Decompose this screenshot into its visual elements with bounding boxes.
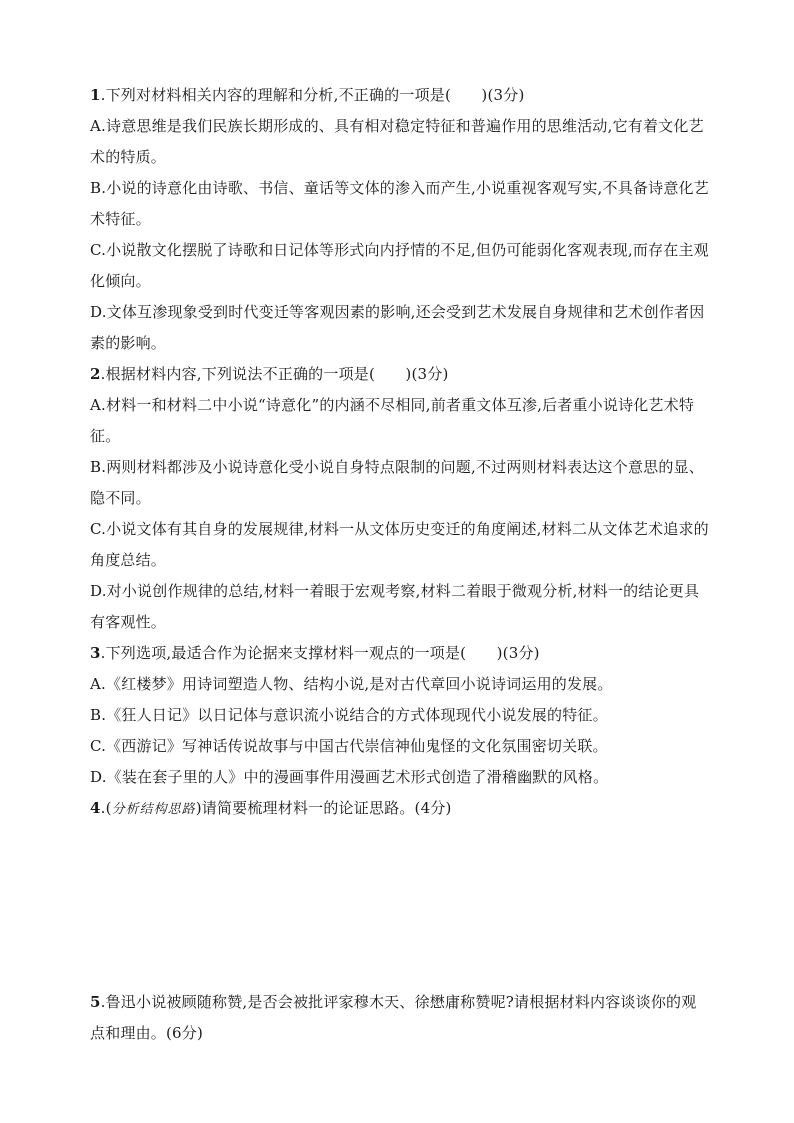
question-5 [90,987,710,1049]
question-3 [90,638,710,793]
exam-page [90,80,710,1049]
option-d: D.对小说创作规律的总结,材料一着眼于宏观考察,材料二着眼于微观分析,材料一的结论更具有客观性。 [90,582,700,631]
option-a: A.《红楼梦》用诗词塑造人物、结构小说,是对古代章回小说诗词运用的发展。 [90,675,613,693]
option-b: B.两则材料都涉及小说诗意化受小说自身特点限制的问题,不过两则材料表达这个意思的显、隐不同。 [90,458,704,507]
answer-space [90,825,710,987]
question-number: 3 [90,644,101,662]
question-stem [90,987,710,1049]
question-number: 5 [90,993,101,1011]
question-hint: 分析结构思路 [111,802,196,817]
question-number: 4 [90,799,101,817]
option-c: C.小说散文化摆脱了诗歌和日记体等形式向内抒情的不足,但仍可能弱化客观表现,而存在主观化倾向。 [90,241,709,290]
question-text: .根据材料内容,下列说法不正确的一项是( )(3分) [100,365,449,383]
question-number: 1 [90,86,101,104]
option-b: B.小说的诗意化由诗歌、书信、童话等文体的渗入而产生,小说重视客观写实,不具备诗意化艺术特征。 [90,179,709,228]
question-text: .下列对材料相关内容的理解和分析,不正确的一项是( )(3分) [100,86,525,104]
question-1 [90,80,710,359]
question-stem [90,793,710,825]
question-text: .下列选项,最适合作为论据来支撑材料一观点的一项是( )(3分) [100,644,540,662]
option-c: C.《西游记》写神话传说故事与中国古代崇信神仙鬼怪的文化氛围密切关联。 [90,737,608,755]
question-text: .鲁迅小说被顾随称赞,是否会被批评家穆木天、徐懋庸称赞呢?请根据材料内容谈谈你的观点和理由。(6分) [90,993,697,1042]
question-4 [90,793,710,987]
option-a: A.诗意思维是我们民族长期形成的、具有相对稳定特征和普遍作用的思维活动,它有着文化艺术的特质。 [90,117,704,166]
option-c: C.小说文体有其自身的发展规律,材料一从文体历史变迁的角度阐述,材料二从文体艺术追求的角度总结。 [90,520,709,569]
question-stem [90,359,710,390]
question-2 [90,359,710,638]
question-stem [90,80,710,111]
option-b: B.《狂人日记》以日记体与意识流小说结合的方式体现现代小说发展的特征。 [90,706,608,724]
question-text: )请简要梳理材料一的论证思路。(4分) [195,799,452,817]
question-stem [90,638,710,669]
question-prefix: .( [100,799,112,817]
option-d: D.《装在套子里的人》中的漫画事件用漫画艺术形式创造了滑稽幽默的风格。 [90,768,609,786]
question-number: 2 [90,365,101,383]
option-a: A.材料一和材料二中小说“诗意化”的内涵不尽相同,前者重文体互渗,后者重小说诗化艺术特征。 [90,396,695,445]
option-d: D.文体互渗现象受到时代变迁等客观因素的影响,还会受到艺术发展自身规律和艺术创作者因素的影响。 [90,303,705,352]
